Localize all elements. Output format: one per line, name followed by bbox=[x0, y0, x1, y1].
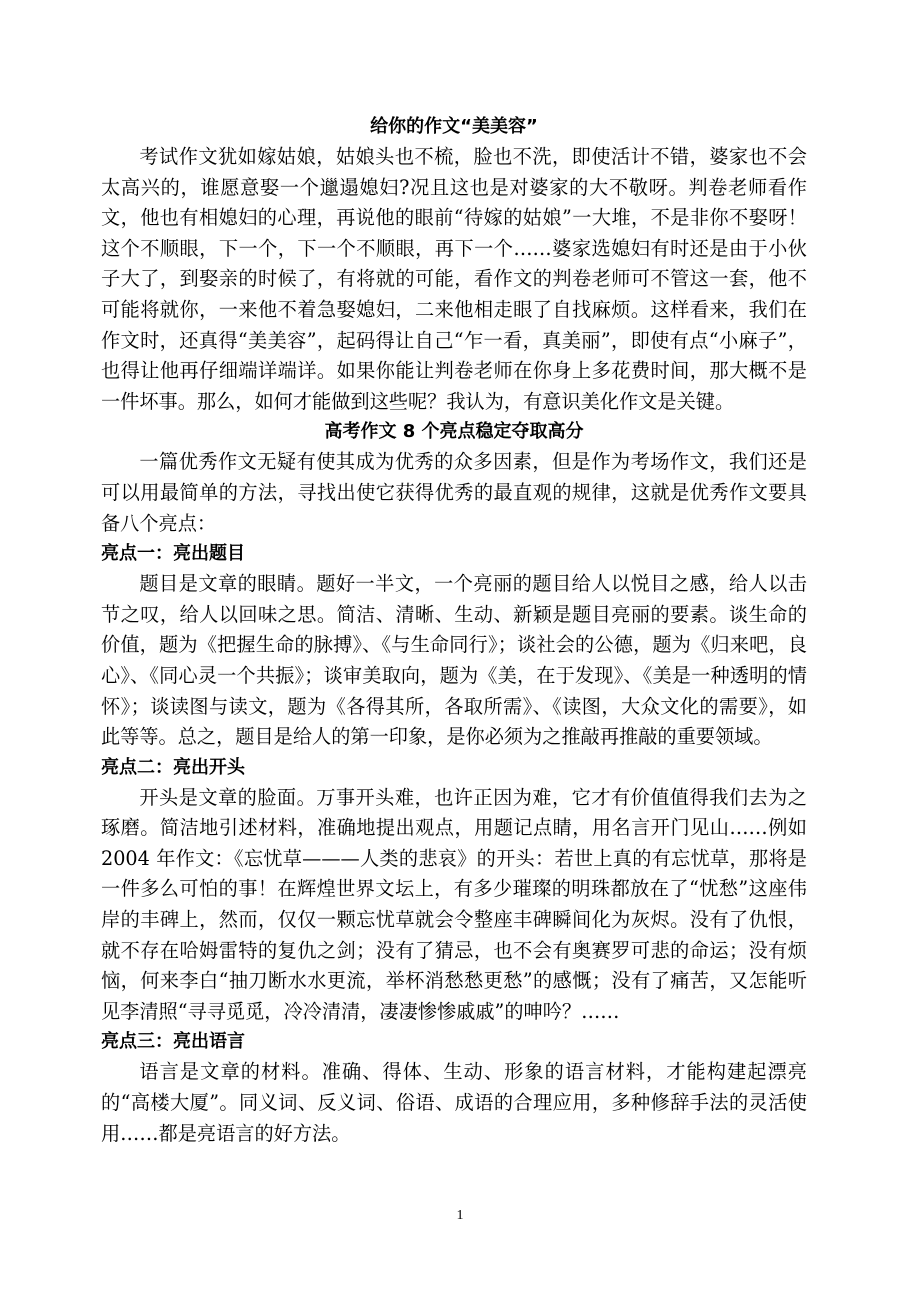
paragraph-highlight-2: 开头是文章的脸面。万事开头难，也许正因为难，它才有价值值得我们去为之琢磨。简洁地引述材料，准确地提出观点，用题记点睛，用名言开门见山……例如 2004 年作文：《忘忧草———人类的悲哀》的开头：若世上真的有忘忧草，那将是一件多么可怕的事！在辉煌世界文坛上，有多少璀璨的明珠都放在了“忧愁”这座伟岸的丰碑上，然而，仅仅一颗忘忧草就会令整座丰碑瞬间化为灰烬。没有了仇恨，就不存在哈姆雷特的复仇之剑；没有了猜忌，也不会有奥赛罗可悲的命运；没有烦恼，何来李白“抽刀断水水更流，举杯消愁愁更愁”的感慨；没有了痛苦，又怎能听见李清照“寻寻觅觅，冷冷清清，凄凄惨惨戚戚”的呻吟？…… bbox=[101, 785, 807, 1023]
paragraph-intro: 考试作文犹如嫁姑娘，姑娘头也不梳，脸也不洗，即使活计不错，婆家也不会太高兴的，谁愿意娶一个邋遢媳妇?况且这也是对婆家的大不敬呀。判卷老师看作文，他也有相媳妇的心理，再说他的眼前“待嫁的姑娘”一大堆，不是非你不娶呀！这个不顺眼，下一个，下一个不顺眼，再下一个……婆家选媳妇有时还是由于小伙子大了，到娶亲的时候了，有将就的可能，看作文的判卷老师可不管这一套，他不可能将就你，一来他不着急娶媳妇，二来他相走眼了自找麻烦。这样看来，我们在作文时，还真得“美美容”，起码得让自己“乍一看，真美丽”，即使有点“小麻子”，也得让他再仔细端详端详。如果你能让判卷老师在你身上多花费时间，那大概不是一件坏事。那么，如何才能做到这些呢？我认为，有意识美化作文是关键。 bbox=[101, 145, 807, 413]
title-2: 高考作文 8 个亮点稳定夺取高分 bbox=[324, 421, 584, 443]
heading-highlight-3: 亮点三：亮出语言 bbox=[101, 1031, 245, 1053]
page-number: 1 bbox=[456, 1208, 464, 1223]
paragraph-highlight-3: 语言是文章的材料。准确、得体、生动、形象的语言材料，才能构建起漂亮的“高楼大厦”。同义词、反义词、俗语、成语的合理应用，多种修辞手法的灵活使用……都是亮语言的好方法。 bbox=[101, 1060, 807, 1145]
paragraph-highlight-1: 题目是文章的眼睛。题好一半文，一个亮丽的题目给人以悦目之感，给人以击节之叹，给人以回味之思。简洁、清晰、生动、新颖是题目亮丽的要素。谈生命的价值，题为《把握生命的脉搏》、《与生命同行》；谈社会的公德，题为《归来吧，良心》、《同心灵一个共振》；谈审美取向，题为《美，在于发现》、《美是一种透明的情怀》；谈读图与读文，题为《各得其所，各取所需》、《读图，大众文化的需要》，如此等等。总之，题目是给人的第一印象，是你必须为之推敲再推敲的重要领域。 bbox=[101, 572, 807, 749]
heading-highlight-1: 亮点一：亮出题目 bbox=[101, 543, 245, 565]
paragraph-overview: 一篇优秀作文无疑有使其成为优秀的众多因素，但是作为考场作文，我们还是可以用最简单的方法，寻找出使它获得优秀的最直观的规律，这就是优秀作文要具备八个亮点： bbox=[101, 450, 807, 535]
title-1: 给你的作文“美美容” bbox=[370, 116, 538, 137]
document-body bbox=[101, 112, 807, 1149]
heading-highlight-2: 亮点二：亮出开头 bbox=[101, 756, 245, 778]
